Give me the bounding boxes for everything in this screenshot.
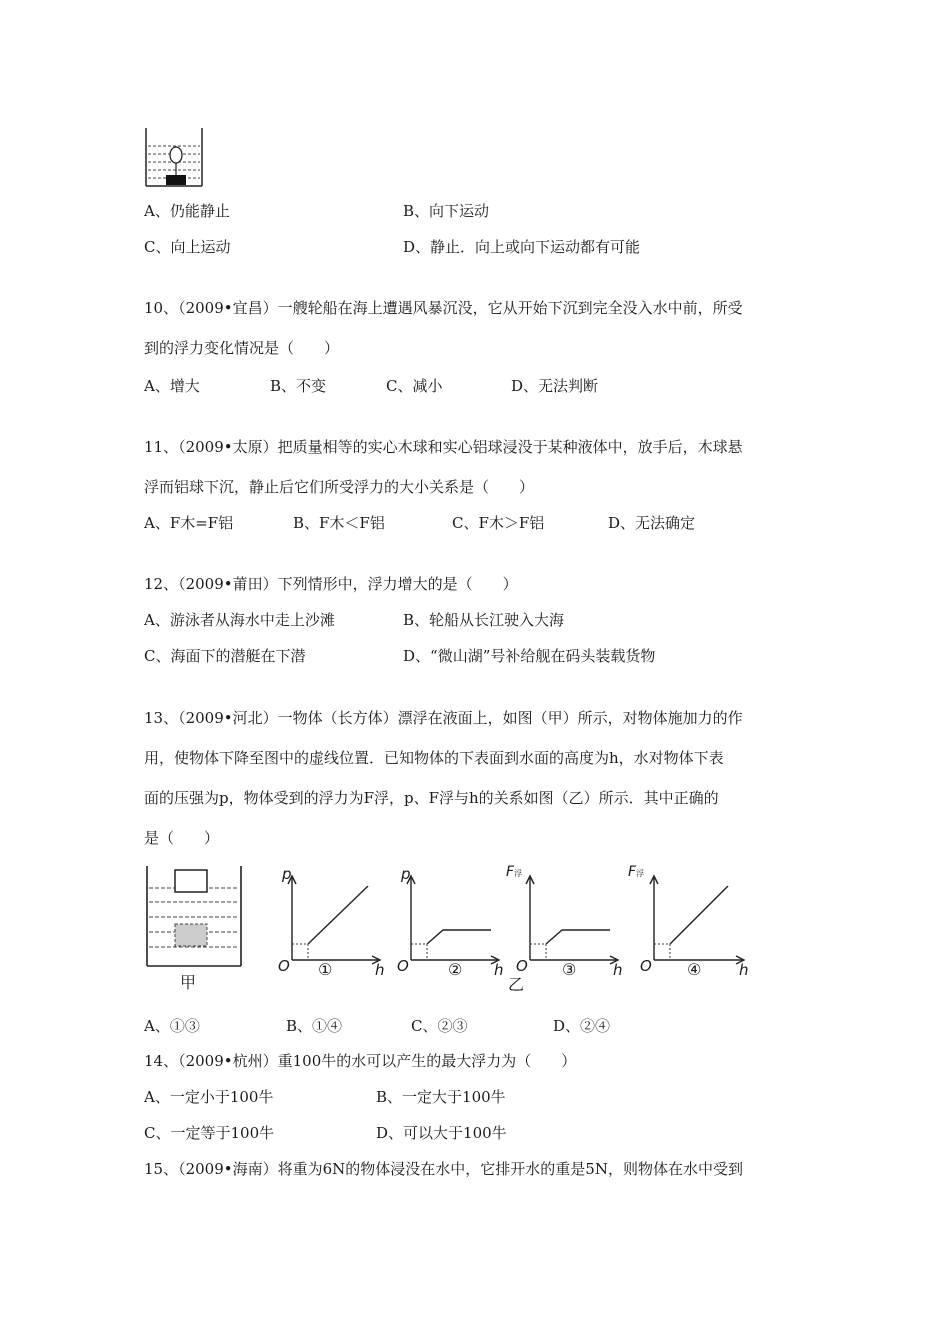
q15-stem-line1: 15、（2009•海南）将重为6N的物体浸没在水中，它排开水的重是5N，则物体在水中受到 bbox=[144, 1160, 743, 1178]
q13-figure-yi-label: 乙 bbox=[508, 975, 525, 994]
q9-option-d: D、静止．向上或向下运动都有可能 bbox=[403, 238, 641, 256]
q9-option-c: C、向上运动 bbox=[144, 238, 231, 256]
q13-graph-4-origin: O bbox=[640, 957, 652, 975]
q14-option-a: A、一定小于100牛 bbox=[144, 1088, 274, 1106]
q11-stem-line1: 11、（2009•太原）把质量相等的实心木球和实心铝球浸没于某种液体中，放手后，木球悬 bbox=[144, 438, 743, 456]
q9-beaker-figure bbox=[144, 126, 204, 188]
q13-graph-3-x-label: h bbox=[613, 961, 623, 979]
q13-graph-4-y-sub: 浮 bbox=[636, 869, 645, 878]
q13-stem-line1: 13、（2009•河北）一物体（长方体）漂浮在液面上，如图（甲）所示，对物体施加力的作 bbox=[144, 709, 743, 727]
q14-option-b: B、一定大于100牛 bbox=[376, 1088, 506, 1106]
q13-figure-jia bbox=[144, 866, 244, 968]
q12-option-c: C、海面下的潜艇在下潜 bbox=[144, 647, 306, 665]
q13-graph-3-label: ③ bbox=[562, 960, 577, 979]
q13-option-c: C、②③ bbox=[411, 1017, 468, 1035]
q10-stem-line1: 10、（2009•宜昌）一艘轮船在海上遭遇风暴沉没，它从开始下沉到完全没入水中前，所受 bbox=[144, 299, 743, 317]
q13-option-b: B、①④ bbox=[286, 1017, 343, 1035]
q12-stem-line1: 12、（2009•莆田）下列情形中，浮力增大的是（ ） bbox=[144, 575, 518, 593]
q13-option-d: D、②④ bbox=[553, 1017, 611, 1035]
q13-graph-3-y-main: F bbox=[506, 864, 515, 880]
q13-graph-3-y-sub: 浮 bbox=[514, 869, 523, 878]
q11-option-a: A、F木=F铝 bbox=[144, 514, 234, 532]
q13-graph-2-label: ② bbox=[448, 960, 463, 979]
q9-option-a: A、仍能静止 bbox=[144, 202, 230, 220]
q13-figure-jia-label: 甲 bbox=[180, 973, 197, 992]
q13-graph-3-y-label bbox=[506, 862, 522, 884]
q11-option-d: D、无法确定 bbox=[608, 514, 696, 532]
q10-option-c: C、减小 bbox=[386, 377, 443, 395]
q13-graph-4-x-label: h bbox=[739, 961, 749, 979]
q14-option-d: D、可以大于100牛 bbox=[376, 1124, 507, 1142]
q13-graph-4-y-main: F bbox=[628, 864, 637, 880]
q14-option-c: C、一定等于100牛 bbox=[144, 1124, 275, 1142]
q13-graph-2-origin: O bbox=[397, 957, 409, 975]
q10-option-a: A、增大 bbox=[144, 377, 200, 395]
q11-stem-line2: 浮而铝球下沉，静止后它们所受浮力的大小关系是（ ） bbox=[144, 478, 535, 496]
q13-graph-1-x-label: h bbox=[375, 961, 385, 979]
q10-stem-line2: 到的浮力变化情况是（ ） bbox=[144, 339, 340, 357]
q10-option-d: D、无法判断 bbox=[511, 377, 599, 395]
q11-option-c: C、F木＞F铝 bbox=[452, 514, 545, 532]
q13-graph-1-origin: O bbox=[278, 957, 290, 975]
q13-option-a: A、①③ bbox=[144, 1017, 200, 1035]
q13-graph-4-label: ④ bbox=[687, 960, 702, 979]
q14-stem-line1: 14、（2009•杭州）重100牛的水可以产生的最大浮力为（ ） bbox=[144, 1052, 577, 1070]
q10-option-b: B、不变 bbox=[270, 377, 327, 395]
q12-option-b: B、轮船从长江驶入大海 bbox=[403, 611, 565, 629]
q13-stem-line4: 是（ ） bbox=[144, 829, 220, 847]
q13-stem-line2: 用，使物体下降至图中的虚线位置．已知物体的下表面到水面的高度为h，水对物体下表 bbox=[144, 749, 724, 767]
q12-option-a: A、游泳者从海水中走上沙滩 bbox=[144, 611, 335, 629]
q9-option-b: B、向下运动 bbox=[403, 202, 490, 220]
q13-graph-1-y-label: p bbox=[282, 865, 292, 883]
q13-graph-2-x-label: h bbox=[494, 961, 504, 979]
q13-graph-4-y-label bbox=[628, 862, 644, 884]
q13-graph-3-origin: O bbox=[516, 957, 528, 975]
q11-option-b: B、F木＜F铝 bbox=[293, 514, 385, 532]
q13-graph-2-y-label: p bbox=[401, 865, 411, 883]
q13-graph-1-label: ① bbox=[318, 960, 333, 979]
q12-option-d: D、“微山湖”号补给舰在码头装载货物 bbox=[403, 647, 656, 665]
q13-stem-line3: 面的压强为p，物体受到的浮力为F浮，p、F浮与h的关系如图（乙）所示．其中正确的 bbox=[144, 789, 719, 807]
